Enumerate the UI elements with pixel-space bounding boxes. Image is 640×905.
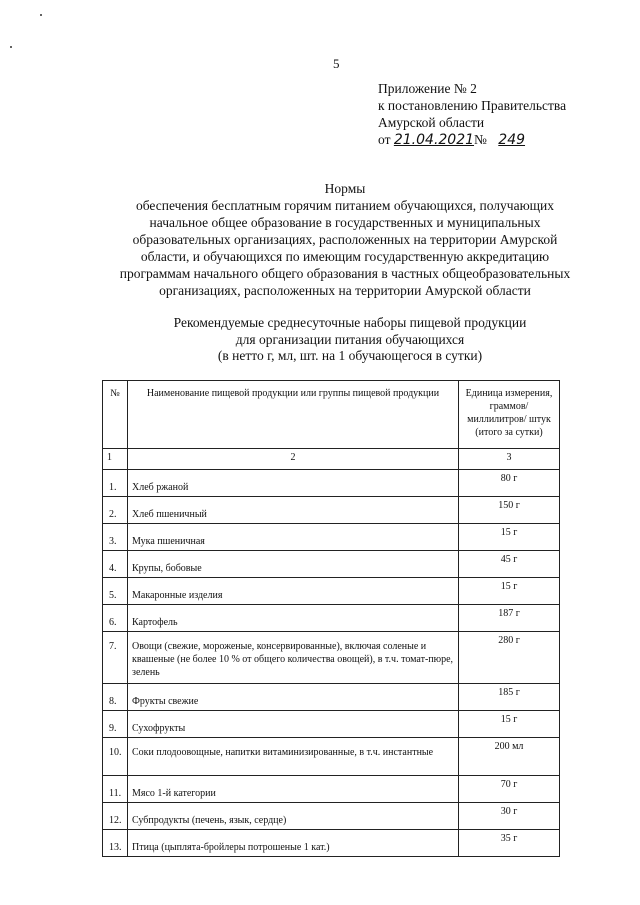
row-number: 2.	[103, 497, 128, 524]
appendix-resolution: к постановлению Правительства	[378, 98, 567, 113]
row-unit: 80 г	[459, 470, 560, 497]
table-row	[103, 684, 560, 711]
column-index-row	[103, 449, 560, 470]
table-row	[103, 605, 560, 632]
row-name: Соки плодоовощные, напитки витаминизированные, в т.ч. инстантные	[128, 738, 459, 776]
index-cell: 1	[103, 449, 128, 470]
row-name: Картофель	[128, 605, 459, 632]
appendix-block	[378, 80, 566, 149]
row-number: 11.	[103, 776, 128, 803]
row-unit: 280 г	[459, 632, 560, 684]
row-name: Мука пшеничная	[128, 524, 459, 551]
table-row	[103, 711, 560, 738]
row-number: 5.	[103, 578, 128, 605]
row-unit: 187 г	[459, 605, 560, 632]
row-unit: 15 г	[459, 578, 560, 605]
norms-table	[102, 380, 560, 857]
table-row	[103, 738, 560, 776]
row-number: 4.	[103, 551, 128, 578]
table-row	[103, 803, 560, 830]
row-name: Макаронные изделия	[128, 578, 459, 605]
table-row	[103, 578, 560, 605]
row-unit: 200 мл	[459, 738, 560, 776]
header-num: №	[103, 381, 128, 449]
row-unit: 30 г	[459, 803, 560, 830]
row-number: 9.	[103, 711, 128, 738]
row-number: 12.	[103, 803, 128, 830]
row-number: 8.	[103, 684, 128, 711]
index-cell: 3	[459, 449, 560, 470]
appendix-title: Приложение № 2	[378, 81, 477, 96]
handwritten-number: 249	[498, 132, 526, 148]
title-line: области, и обучающихся по имеющим государственную аккредитацию	[140, 249, 550, 264]
row-name: Мясо 1-й категории	[128, 776, 459, 803]
title-line: обеспечения бесплатным горячим питанием обучающихся, получающих	[135, 198, 555, 213]
page-number: 5	[333, 56, 340, 71]
table-row	[103, 632, 560, 684]
row-number: 13.	[103, 830, 128, 857]
row-number: 1.	[103, 470, 128, 497]
row-unit: 35 г	[459, 830, 560, 857]
table-row	[103, 524, 560, 551]
table-subtitle	[100, 315, 600, 365]
subtitle-line: Рекомендуемые среднесуточные наборы пищевой продукции	[173, 315, 527, 330]
row-unit: 15 г	[459, 711, 560, 738]
header-name: Наименование пищевой продукции или группы пищевой продукции	[128, 381, 459, 449]
table-row	[103, 776, 560, 803]
title-line: программам начального общего образования в частных общеобразовательных	[119, 266, 571, 281]
scan-speck	[40, 14, 42, 16]
handwritten-date: 21.04.2021	[393, 132, 475, 148]
scan-speck	[10, 46, 12, 48]
date-prefix: от	[378, 132, 391, 147]
appendix-date-line	[378, 131, 566, 149]
row-name: Хлеб пшеничный	[128, 497, 459, 524]
table-row	[103, 470, 560, 497]
row-number: 10.	[103, 738, 128, 776]
row-name: Крупы, бобовые	[128, 551, 459, 578]
row-name: Овощи (свежие, мороженые, консервированные), включая соленые и квашеные (не более 10 % от общего количества овощей), в т.ч. томат-пюре, зелень	[128, 632, 459, 684]
table-row	[103, 551, 560, 578]
title-line: образовательных организациях, расположенных на территории Амурской	[132, 232, 558, 247]
row-unit: 70 г	[459, 776, 560, 803]
row-number: 6.	[103, 605, 128, 632]
subtitle-line: для организации питания обучающихся	[235, 331, 465, 347]
header-unit: Единица измерения, граммов/миллилитров/ штук (итого за сутки)	[459, 381, 560, 449]
row-name: Птица (цыплята-бройлеры потрошеные 1 кат.)	[128, 830, 459, 857]
row-name: Фрукты свежие	[128, 684, 459, 711]
document-title	[80, 180, 610, 299]
title-line: начальное общее образование в государственных и муниципальных	[149, 215, 541, 230]
title-heading: Нормы	[324, 181, 366, 196]
index-cell: 2	[128, 449, 459, 470]
appendix-region: Амурской области	[378, 115, 485, 130]
row-unit: 150 г	[459, 497, 560, 524]
row-number: 7.	[103, 632, 128, 684]
number-prefix: №	[474, 132, 487, 147]
row-unit: 45 г	[459, 551, 560, 578]
row-name: Субпродукты (печень, язык, сердце)	[128, 803, 459, 830]
table-row	[103, 830, 560, 857]
row-unit: 15 г	[459, 524, 560, 551]
table-header-row	[103, 381, 560, 449]
row-name: Хлеб ржаной	[128, 470, 459, 497]
subtitle-line: (в нетто г, мл, шт. на 1 обучающегося в сутки)	[217, 348, 483, 363]
row-name: Сухофрукты	[128, 711, 459, 738]
row-number: 3.	[103, 524, 128, 551]
row-unit: 185 г	[459, 684, 560, 711]
title-line: организациях, расположенных на территории Амурской области	[159, 283, 531, 298]
table-row	[103, 497, 560, 524]
